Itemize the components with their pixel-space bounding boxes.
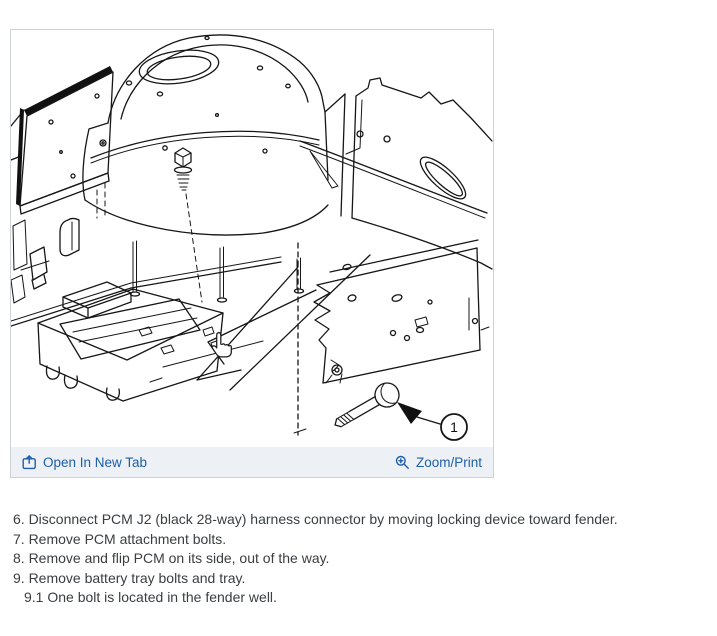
mounting-studs xyxy=(131,241,304,302)
zoom-print-label: Zoom/Print xyxy=(415,454,482,470)
zoom-plus-icon xyxy=(395,455,410,470)
zoom-print-link[interactable] xyxy=(395,455,482,470)
instruction-step-8: 8. Remove and flip PCM on its side, out of the way. xyxy=(13,550,330,566)
open-in-new-tab-label: Open In New Tab xyxy=(43,454,148,470)
instruction-step-9: 9. Remove battery tray bolts and tray. xyxy=(13,569,246,586)
instruction-step-9-1: 9.1 One bolt is located in the fender well. xyxy=(24,589,277,605)
pcm-module xyxy=(16,66,113,289)
callout-arrow xyxy=(397,402,422,424)
cursor-pointer-icon xyxy=(212,333,231,357)
hex-bolt xyxy=(175,148,203,302)
mounting-bolt xyxy=(329,379,467,440)
instruction-step-6: 6. Disconnect PCM J2 (black 28-way) harness connector by moving locking device toward fender. xyxy=(13,511,618,527)
open-in-new-tab-icon xyxy=(22,455,37,470)
frame-rail xyxy=(314,240,489,383)
callout-label: 1 xyxy=(450,419,458,435)
open-in-new-tab-link[interactable] xyxy=(22,455,147,470)
instruction-step-7: 7. Remove PCM attachment bolts. xyxy=(13,530,227,547)
technical-line-art xyxy=(11,30,493,447)
diagram-image[interactable] xyxy=(11,30,493,447)
support-ledge xyxy=(11,257,281,326)
fender-panel xyxy=(300,78,492,269)
figure-toolbar xyxy=(11,447,493,477)
strut-tower xyxy=(83,35,328,235)
instruction-list xyxy=(13,510,711,608)
diagram-panel xyxy=(10,29,494,478)
leader-lines xyxy=(150,243,370,435)
battery-tray xyxy=(38,282,223,401)
